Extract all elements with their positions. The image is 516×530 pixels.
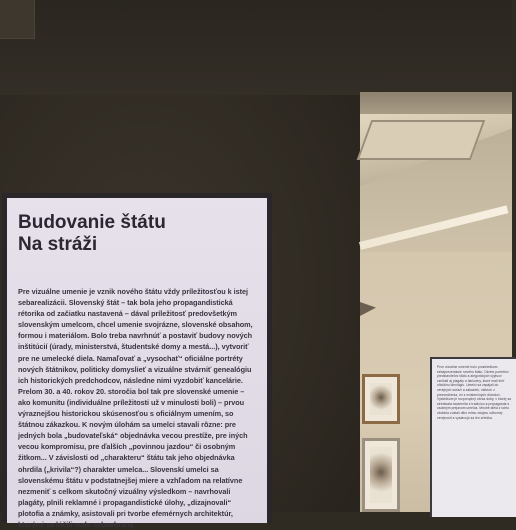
sign-title-line-2: Na stráži [18,234,98,255]
exhibition-info-sign [2,193,272,529]
sign-body-text: Pre vizuálne umenie je vznik nového štátu vždy príležitosťou k istej sebarealizácii. Slovenský štát – tak bola jeho propagandistická rétorika od začiatku nastavená – dával príležitosť predovšetkým slovenským umelcom, chcel umenie svojrázne, slovenské obsahom, formou i materiálom. Bolo treba navrhnúť a postaviť budovy nových inštitúcií (úrady, ministerstvá, študentské domy a mestá...), vytvoriť pre ne umelecké diela. Namaľovať a „vysochať“ oficiálne portréty nových štátnikov, politicky domyslieť a vizuálne stvárniť genealógiu ich historických predchodcov, následne nimi vyzdobiť kancelárie. Prelom 30. a 40. rokov 20. storočia bol tak pre slovenské umenie – ako komunitu (individuálne príležitosti už v minulosti boli) – prvou výraznejšou historickou skúsenosťou s oficiálnym umením, so štátnou zákazkou. K novým úlohám sa umelci stavali rôzne: pre jedných bola „budovateľská“ objednávka vecou prestíže, pre iných vecou kompromisu, pre ďalších „povinnou jazdou“ či osobným žitkom... V závislosti od „charakteru“ štátu tak jeho objednávka ohrdila („krivila“?) charakter umelca... Slovenskí umelci sa slovenskému štátu v podstatnejšej miere a vzhľadom na relatívne nezmeniť s celkom skutočný vizuálny výsledkom – navrhovali plagáty, plnili reklamné i propagandistické úlohy, „dizajnovali“ plotofia a známky, asistovali pri tvorbe efemérnych architektúr, ktorými sa lúčili malo sebaobrany. [18,287,253,529]
sign-title [18,212,257,256]
artwork-image-1 [370,383,392,415]
framed-artwork-2 [362,438,400,512]
sign-illuminated-surface [7,198,267,529]
sign-title-line-1: Budovanie štátu [18,212,166,233]
secondary-panel-text: Prve vizuálne umenie bolo prostriedkom sebaprezentácie nového štátu. Okrem portrétov predstaviteľov štátu a alegorických výjavov vznikali aj plagáty a tlačoviny, ktoré mali šíriť oficiálnu ideológiu. Umelci sa zapájali do verejných súťaží a zákaziek, niektorí z presvedčenia, iní z existenčných dôvodov. Výsledkom je rozporuplný obraz doby, v ktorej sa stretávala modernita s tradíciou a propaganda s osobným prejavom umelca. Mnohé diela z tohto obdobia zostali dlho mimo záujmu odbornej verejnosti a vystavujú sa len zriedka. [437,365,512,420]
secondary-info-panel [430,357,516,517]
ceiling-panel [357,120,486,160]
ceiling [0,0,512,95]
framed-artwork-1 [362,374,400,424]
wall-fixture [0,0,35,39]
ceiling-light-strip [359,205,508,250]
door-lintel [360,92,512,114]
artwork-image-2 [370,447,392,503]
